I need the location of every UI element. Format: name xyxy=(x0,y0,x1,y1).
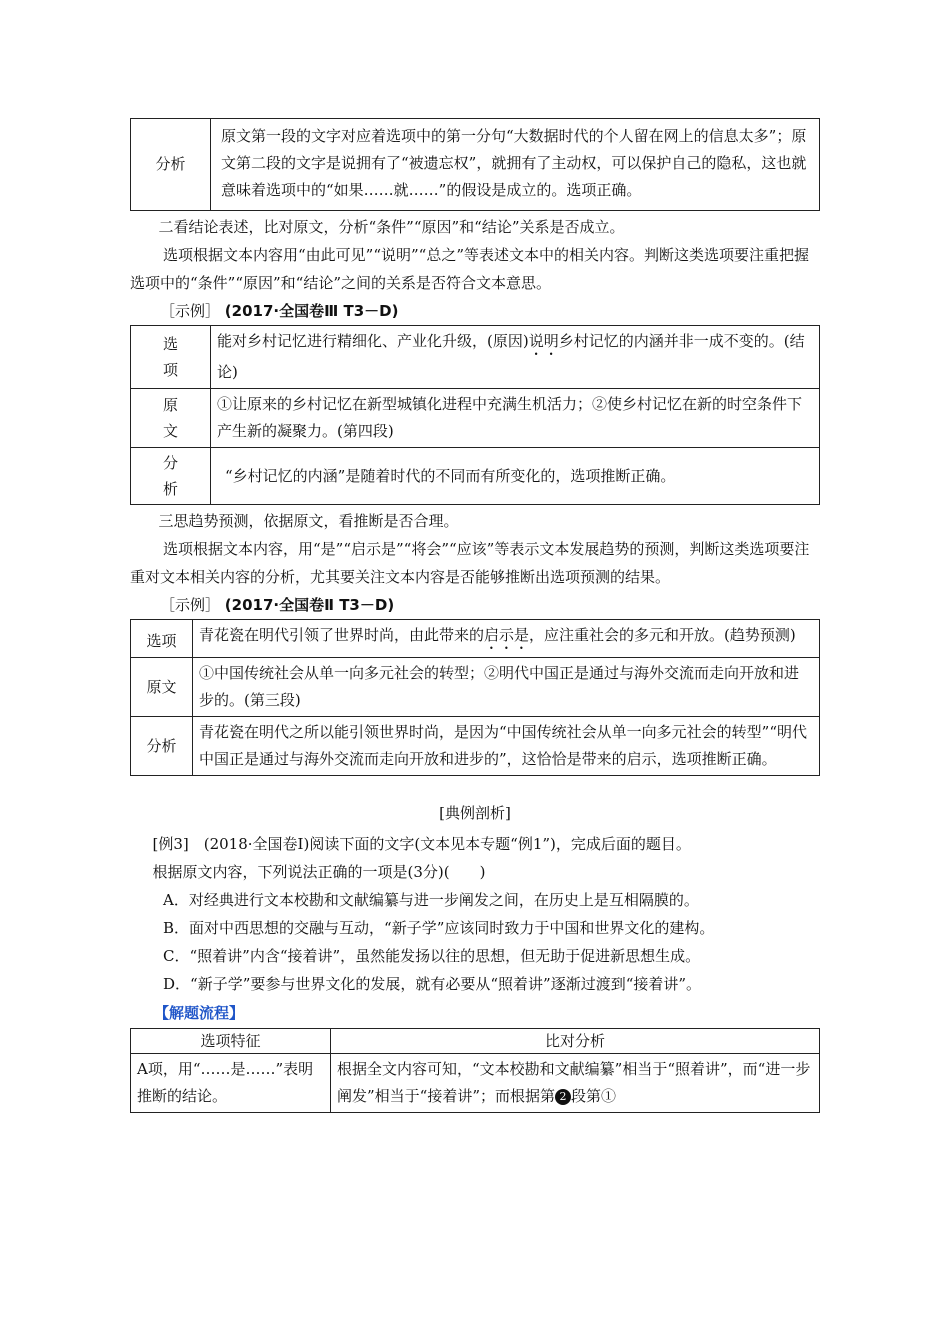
list-item: D．“新子学”要参与世界文化的发展，就有必要从“照着讲”逐渐过渡到“接着讲”。 xyxy=(163,975,702,993)
row-label: 原文 xyxy=(131,389,211,448)
option-analysis: 根据全文内容可知，“文本校勘和文献编纂”相当于“照着讲”，而“进一步阐发”相当于“接着讲”；而根据第 2 段第① xyxy=(331,1054,820,1113)
document-page xyxy=(130,118,820,1113)
section2-body: 选项根据文本内容用“由此可见”“说明”“总之”等表述文本中的相关内容。判断这类选项要注重把握选项中的“条件”“原因”和“结论”之间的关系是否符合文本意思。 xyxy=(130,246,810,292)
section-title: [典例剖析] xyxy=(439,804,511,822)
section2-heading: 二看结论表述，比对原文，分析“条件”“原因”和“结论”关系是否成立。 xyxy=(158,218,625,236)
table-header-row xyxy=(131,1029,820,1054)
table1-label: 分析 xyxy=(131,119,211,211)
example-source: (2017·全国卷Ⅲ T3－D) xyxy=(224,302,399,320)
row-label: 原文 xyxy=(131,658,193,717)
section2-example xyxy=(160,297,820,325)
example-intro: [例3] (2018·全国卷Ⅰ)阅读下面的文字(文本见本专题“例1”)，完成后面的题目。 xyxy=(152,835,691,853)
table-row xyxy=(131,717,820,776)
column-header: 比对分析 xyxy=(331,1029,820,1054)
section3-example xyxy=(160,591,820,619)
analysis-table-1 xyxy=(130,118,820,211)
example-source: (2017·全国卷Ⅱ T3－D) xyxy=(224,596,395,614)
list-item: C．“照着讲”内含“接着讲”，虽然能发扬以往的思想，但无助于促进新思想生成。 xyxy=(163,947,701,965)
row-label: 选项 xyxy=(131,326,211,389)
table-row xyxy=(131,620,820,658)
example-label: ［示例］ xyxy=(160,596,221,614)
row-label: 分析 xyxy=(131,448,211,505)
example-table-2 xyxy=(130,325,820,505)
row-content: 青花瓷在明代引领了世界时尚，由此带来的启示是，应注重社会的多元和开放。(趋势预测) xyxy=(193,620,820,658)
example-table-3 xyxy=(130,619,820,776)
row-content: 能对乡村记忆进行精细化、产业化升级，(原因)说明乡村记忆的内涵并非一成不变的。(结论) xyxy=(211,326,820,389)
list-item: B．面对中西思想的交融与互动，“新子学”应该同时致力于中国和世界文化的建构。 xyxy=(163,919,715,937)
section3-heading: 三思趋势预测，依据原文，看推断是否合理。 xyxy=(158,512,459,530)
table-row xyxy=(131,389,820,448)
section3-body: 选项根据文本内容，用“是”“启示是”“将会”“应该”等表示文本发展趋势的预测，判断这类选项要注重对文本相关内容的分析，尤其要关注文本内容是否能够推断出选项预测的结果。 xyxy=(130,540,810,586)
table-row xyxy=(131,658,820,717)
row-label: 分析 xyxy=(131,717,193,776)
row-content: ①中国传统社会从单一向多元社会的转型；②明代中国正是通过与海外交流而走向开放和进步的。(第三段) xyxy=(193,658,820,717)
solution-flow-label: 【解题流程】 xyxy=(154,1004,245,1022)
table-row xyxy=(131,1054,820,1113)
circled-number: 2 xyxy=(555,1089,571,1105)
table-row xyxy=(131,326,820,389)
option-feature: A项，用“……是……”表明推断的结论。 xyxy=(131,1054,331,1113)
row-content: 青花瓷在明代之所以能引领世界时尚，是因为“中国传统社会从单一向多元社会的转型”“明代中国正是通过与海外交流而走向开放和进步的”，这恰恰是带来的启示，选项推断正确。 xyxy=(193,717,820,776)
row-label: 选项 xyxy=(131,620,193,658)
solution-table xyxy=(130,1028,820,1113)
row-content: “乡村记忆的内涵”是随着时代的不同而有所变化的，选项推断正确。 xyxy=(211,448,820,505)
table1-text: 原文第一段的文字对应着选项中的第一分句“大数据时代的个人留在网上的信息太多”；原文第二段的文字是说拥有了“被遗忘权”，就拥有了主动权，可以保护自己的隐私，这也就意味着选项中的“如果……就……”的假设是成立的。选项正确。 xyxy=(211,119,820,211)
row-content: ①让原来的乡村记忆在新型城镇化进程中充满生机活力；②使乡村记忆在新的时空条件下产生新的凝聚力。(第四段) xyxy=(211,389,820,448)
options-list xyxy=(130,886,820,998)
example-label: ［示例］ xyxy=(160,302,221,320)
column-header: 选项特征 xyxy=(131,1029,331,1054)
question-text: 根据原文内容，下列说法正确的一项是(3分)( ) xyxy=(152,863,486,881)
list-item: A．对经典进行文本校勘和文献编纂与进一步阐发之间，在历史上是互相隔膜的。 xyxy=(163,891,699,909)
table-row xyxy=(131,448,820,505)
